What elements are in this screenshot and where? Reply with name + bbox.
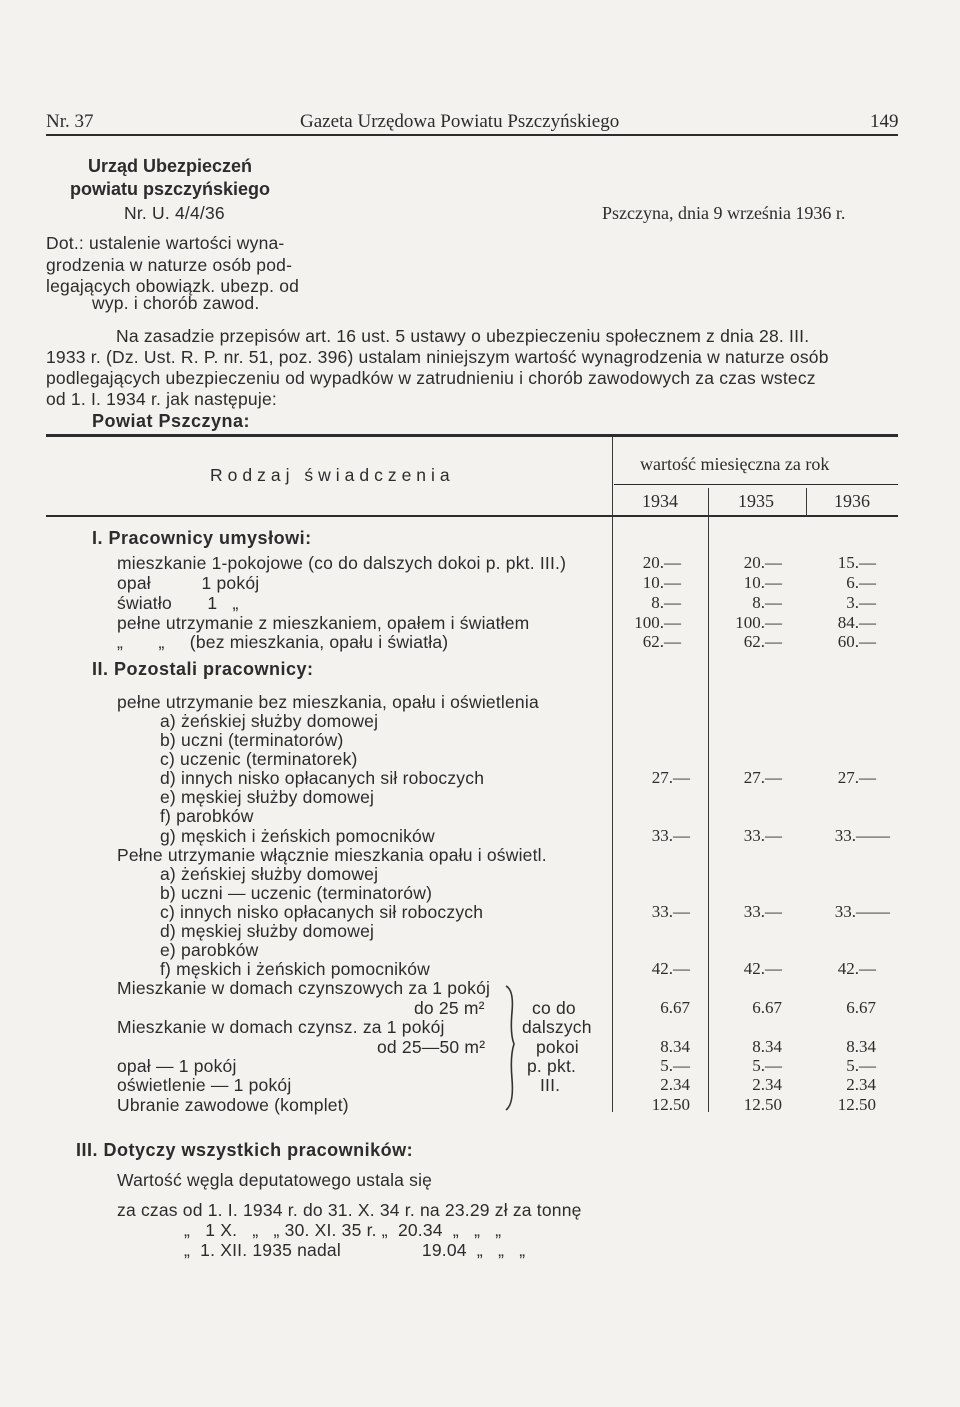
table-cell: 6.67	[752, 998, 782, 1017]
table-cell: 33.—	[743, 826, 782, 845]
table-row-label: a) żeńskiej służby domowej	[160, 711, 379, 731]
table-row-label: Mieszkanie w domach czynszowych za 1 pokój	[117, 978, 491, 998]
note-line: p. pkt.	[527, 1056, 577, 1076]
table-cell: 33.——	[834, 902, 890, 921]
table-cell: 33.—	[743, 902, 782, 921]
table-cell: 5.—	[752, 1056, 782, 1075]
table-cell: 8.—	[651, 593, 681, 612]
coal-rate-row: „ 1 X. „ „ 30. XI. 35 r. „ 20.34 „ „ „	[184, 1220, 502, 1240]
gazette-title: Gazeta Urzędowa Powiatu Pszczyńskiego	[300, 111, 620, 132]
office-ref: Nr. U. 4/4/36	[124, 203, 225, 223]
table-cell: 8.—	[752, 593, 782, 612]
table-row-label: f) męskich i żeńskich pomocników	[160, 959, 430, 979]
table-head-rule	[46, 515, 898, 517]
table-row-label: g) męskich i żeńskich pomocników	[160, 826, 435, 846]
year-rule	[614, 484, 898, 485]
table-cell: 6.—	[846, 573, 876, 592]
table-row-label: c) uczenic (terminatorek)	[160, 749, 358, 769]
table-row-label: Pełne utrzymanie włącznie mieszkania opału i oświetl.	[117, 845, 547, 865]
table-cell: 27.—	[651, 768, 690, 787]
table-cell: 8.34	[660, 1037, 690, 1056]
intro-line: Na zasadzie przepisów art. 16 ust. 5 ustawy o ubezpieczeniu społecznem z dnia 28. III.	[116, 326, 810, 346]
table-row-label: f) parobków	[160, 806, 254, 826]
table-cell: 3.—	[846, 593, 876, 612]
table-row-label: pełne utrzymanie z mieszkaniem, opałem i światłem	[117, 613, 530, 633]
brace-icon	[500, 984, 524, 1114]
table-row-label: d) innych nisko opłacanych sił roboczych	[160, 768, 485, 788]
table-cell: 12.50	[743, 1095, 782, 1114]
table-cell: 62.—	[642, 632, 681, 651]
table-cell: 2.34	[846, 1075, 876, 1094]
subject-line: grodzenia w naturze osób pod-	[46, 255, 293, 275]
subject-line: wyp. i chorób zawod.	[92, 293, 260, 313]
table-cell: 8.34	[846, 1037, 876, 1056]
table-cell: 27.—	[743, 768, 782, 787]
table-cell: 62.—	[743, 632, 782, 651]
table-cell: 20.—	[642, 553, 681, 572]
table-row-label: światło 1 „	[117, 593, 239, 613]
office-name: Urząd Ubezpieczeń	[88, 156, 253, 176]
note-line: co do	[532, 998, 576, 1018]
table-cell: 60.—	[837, 632, 876, 651]
table-cell: 10.—	[743, 573, 782, 592]
column-kind: Rodzaj świadczenia	[210, 465, 455, 485]
table-row-label: b) uczni (terminatorów)	[160, 730, 344, 750]
coal-lead: Wartość węgla deputatowego ustala się	[117, 1170, 433, 1190]
table-cell: 10.—	[642, 573, 681, 592]
coal-rate-row: za czas od 1. I. 1934 r. do 31. X. 34 r. na 23.29 zł za tonnę	[117, 1200, 582, 1220]
section-1-title: I. Pracownicy umysłowi:	[92, 528, 312, 548]
table-cell: 6.67	[846, 998, 876, 1017]
column-divider	[806, 488, 807, 516]
office-district: powiatu pszczyńskiego	[70, 179, 271, 199]
column-value: wartość miesięczna za rok	[640, 454, 830, 474]
table-cell: 8.34	[752, 1037, 782, 1056]
year-1934: 1934	[642, 491, 678, 511]
table-row-label: c) innych nisko opłacanych sił roboczych	[160, 902, 484, 922]
table-row-label: a) żeńskiej służby domowej	[160, 864, 379, 884]
table-row-label: opał — 1 pokój	[117, 1056, 237, 1076]
table-row-label: do 25 m²	[414, 998, 485, 1018]
table-cell: 42.—	[837, 959, 876, 978]
table-cell: 2.34	[752, 1075, 782, 1094]
table-cell: 27.—	[837, 768, 876, 787]
table-cell: 84.—	[837, 613, 876, 632]
table-row-label: Ubranie zawodowe (komplet)	[117, 1095, 349, 1115]
table-cell: 42.—	[651, 959, 690, 978]
table-row-label: oświetlenie — 1 pokój	[117, 1075, 292, 1095]
table-cell: 33.——	[834, 826, 890, 845]
table-row-label: mieszkanie 1-pokojowe (co do dalszych dokoi p. pkt. III.)	[117, 553, 567, 573]
page-number: 149	[870, 111, 899, 132]
table-cell: 100.—	[634, 613, 681, 632]
district-title: Powiat Pszczyna:	[92, 411, 251, 431]
table-cell: 12.50	[837, 1095, 876, 1114]
column-divider	[612, 437, 613, 1112]
table-row-label: e) parobków	[160, 940, 259, 960]
table-row-label: b) uczni — uczenic (terminatorów)	[160, 883, 433, 903]
column-divider	[708, 488, 709, 1112]
section-2-title: II. Pozostali pracownicy:	[92, 659, 314, 679]
table-cell: 42.—	[743, 959, 782, 978]
note-line: dalszych	[522, 1017, 592, 1037]
issue-number: Nr. 37	[46, 111, 94, 132]
coal-rate-row: „ 1. XII. 1935 nadal 19.04 „ „ „	[184, 1240, 526, 1260]
table-row-label: „ „ (bez mieszkania, opału i światła)	[117, 632, 449, 652]
intro-line: od 1. I. 1934 r. jak następuje:	[46, 389, 277, 409]
table-row-label: pełne utrzymanie bez mieszkania, opału i oświetlenia	[117, 692, 539, 712]
header-rule	[46, 134, 898, 136]
table-cell: 5.—	[660, 1056, 690, 1075]
year-1936: 1936	[834, 491, 870, 511]
table-top-rule	[46, 434, 898, 437]
place-date: Pszczyna, dnia 9 września 1936 r.	[602, 203, 846, 223]
table-cell: 15.—	[837, 553, 876, 572]
table-cell: 12.50	[651, 1095, 690, 1114]
section-3-title: III. Dotyczy wszystkich pracowników:	[76, 1140, 414, 1160]
subject-line: legających obowiązk. ubezp. od	[46, 276, 300, 296]
table-row-label: opał 1 pokój	[117, 573, 260, 593]
intro-line: 1933 r. (Dz. Ust. R. P. nr. 51, poz. 396) ustalam niniejszym wartość wynagrodzenia w naturze osób	[46, 347, 829, 367]
table-cell: 33.—	[651, 826, 690, 845]
note-line: III.	[540, 1075, 561, 1095]
table-row-label: e) męskiej służby domowej	[160, 787, 375, 807]
intro-line: podlegających ubezpieczeniu od wypadków w zatrudnieniu i chorób zawodowych za czas wstecz	[46, 368, 816, 388]
table-row-label: od 25—50 m²	[377, 1037, 486, 1057]
table-row-label: Mieszkanie w domach czynsz. za 1 pokój	[117, 1017, 445, 1037]
note-line: pokoi	[536, 1037, 579, 1057]
table-cell: 20.—	[743, 553, 782, 572]
table-cell: 100.—	[735, 613, 782, 632]
table-row-label: d) męskiej służby domowej	[160, 921, 375, 941]
table-cell: 2.34	[660, 1075, 690, 1094]
table-cell: 33.—	[651, 902, 690, 921]
table-cell: 5.—	[846, 1056, 876, 1075]
subject-line: Dot.: ustalenie wartości wyna-	[46, 233, 285, 253]
year-1935: 1935	[738, 491, 774, 511]
table-cell: 6.67	[660, 998, 690, 1017]
